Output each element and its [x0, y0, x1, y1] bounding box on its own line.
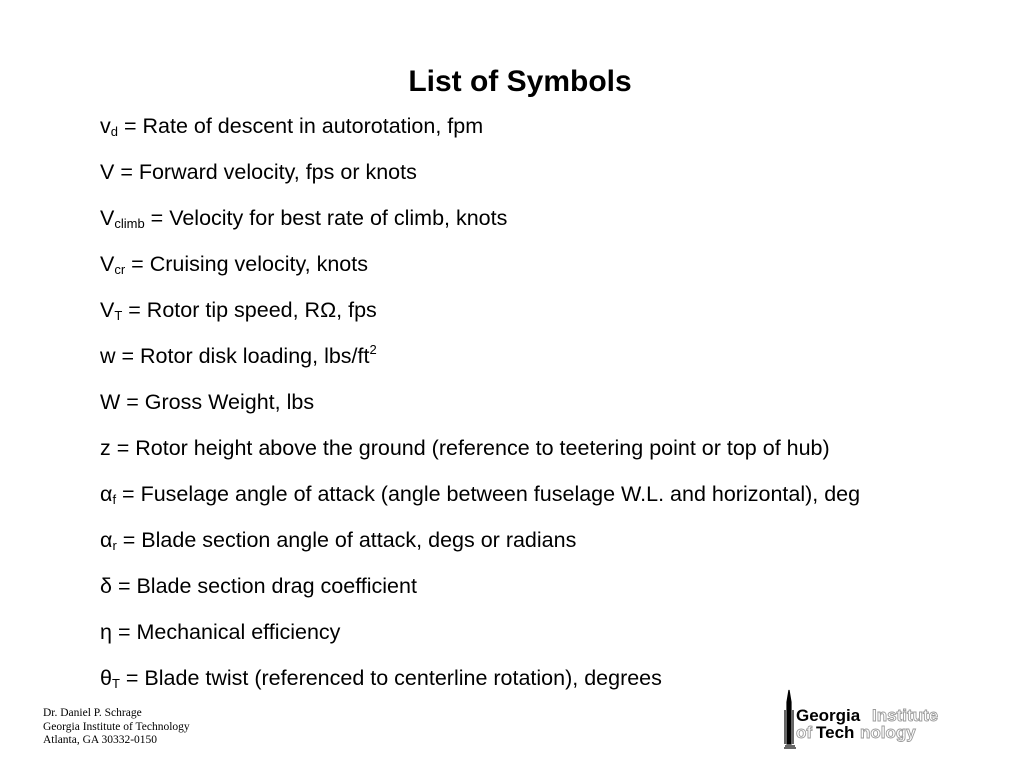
symbol-superscript: 2 — [369, 342, 377, 357]
logo-of-text: of — [796, 723, 813, 742]
symbol: v — [100, 114, 111, 138]
symbol-definition: = Rate of descent in autorotation, fpm — [117, 114, 484, 138]
symbol-subscript: T — [114, 308, 123, 323]
symbol-definition: = Rotor height above the ground (reference to teetering point or top of hub) — [110, 436, 830, 460]
logo-georgia-text: Georgia — [796, 706, 861, 725]
symbol: V — [100, 252, 115, 276]
symbol-subscript: climb — [114, 216, 145, 231]
symbol-item-w-upper — [100, 387, 860, 433]
symbol-item-v-cr — [100, 249, 860, 295]
symbol-definition: = Cruising velocity, knots — [125, 252, 368, 276]
symbol-list — [100, 111, 860, 709]
logo-tech-text: Tech — [816, 723, 855, 742]
symbol-definition: = Forward velocity, fps or knots — [114, 160, 417, 184]
symbol: V — [100, 298, 115, 322]
symbol-definition: = Mechanical efficiency — [111, 620, 341, 644]
symbol: W — [100, 390, 121, 414]
symbol-subscript: f — [112, 492, 117, 507]
footer-address — [43, 707, 190, 748]
slide-title: List of Symbols — [408, 65, 632, 98]
symbol: δ — [100, 574, 112, 598]
symbol-item-alpha-f — [100, 479, 860, 525]
symbol-subscript: T — [111, 676, 120, 691]
symbol-definition: = Blade section angle of attack, degs or radians — [116, 528, 577, 552]
symbol-item-v-t — [100, 295, 860, 341]
logo-nology-text: nology — [860, 723, 916, 742]
symbol-item-w-lower — [100, 341, 860, 387]
institution-name: Georgia Institute of Technology — [43, 720, 190, 733]
logo-institute-text: Institute — [872, 706, 939, 725]
symbol: θ — [100, 666, 112, 690]
symbol-subscript: d — [110, 124, 118, 139]
symbol: α — [100, 528, 113, 552]
symbol-subscript: cr — [114, 262, 126, 277]
author-name: Dr. Daniel P. Schrage — [43, 707, 142, 719]
symbol-definition: = Rotor disk loading, lbs/ft — [115, 344, 370, 368]
symbol-item-delta — [100, 571, 860, 617]
symbol: V — [100, 160, 115, 184]
symbol-item-v-climb — [100, 203, 860, 249]
symbol-definition: = Velocity for best rate of climb, knots — [144, 206, 508, 230]
postal-address: Atlanta, GA 30332-0150 — [43, 734, 158, 746]
symbol-definition: = Rotor tip speed, RΩ, fps — [122, 298, 377, 322]
tech-tower-icon — [784, 690, 796, 748]
symbol-item-alpha-r — [100, 525, 860, 571]
symbol: α — [100, 482, 113, 506]
symbol-definition: = Blade twist (referenced to centerline rotation), degrees — [119, 666, 662, 690]
symbol-item-z — [100, 433, 860, 479]
symbol-item-v-d — [100, 111, 860, 157]
symbol: w — [100, 344, 116, 368]
symbol-definition: = Gross Weight, lbs — [120, 390, 315, 414]
symbol-item-theta-t — [100, 663, 860, 709]
georgia-tech-logo — [780, 688, 970, 750]
symbol-definition: = Fuselage angle of attack (angle between fuselage W.L. and horizontal), deg — [116, 482, 861, 506]
symbol-definition: = Blade section drag coefficient — [111, 574, 417, 598]
symbol-item-eta — [100, 617, 860, 663]
symbol-subscript: r — [112, 538, 117, 553]
symbol: η — [100, 620, 112, 644]
symbol: V — [100, 206, 115, 230]
symbol: z — [100, 436, 111, 460]
symbol-item-v — [100, 157, 860, 203]
